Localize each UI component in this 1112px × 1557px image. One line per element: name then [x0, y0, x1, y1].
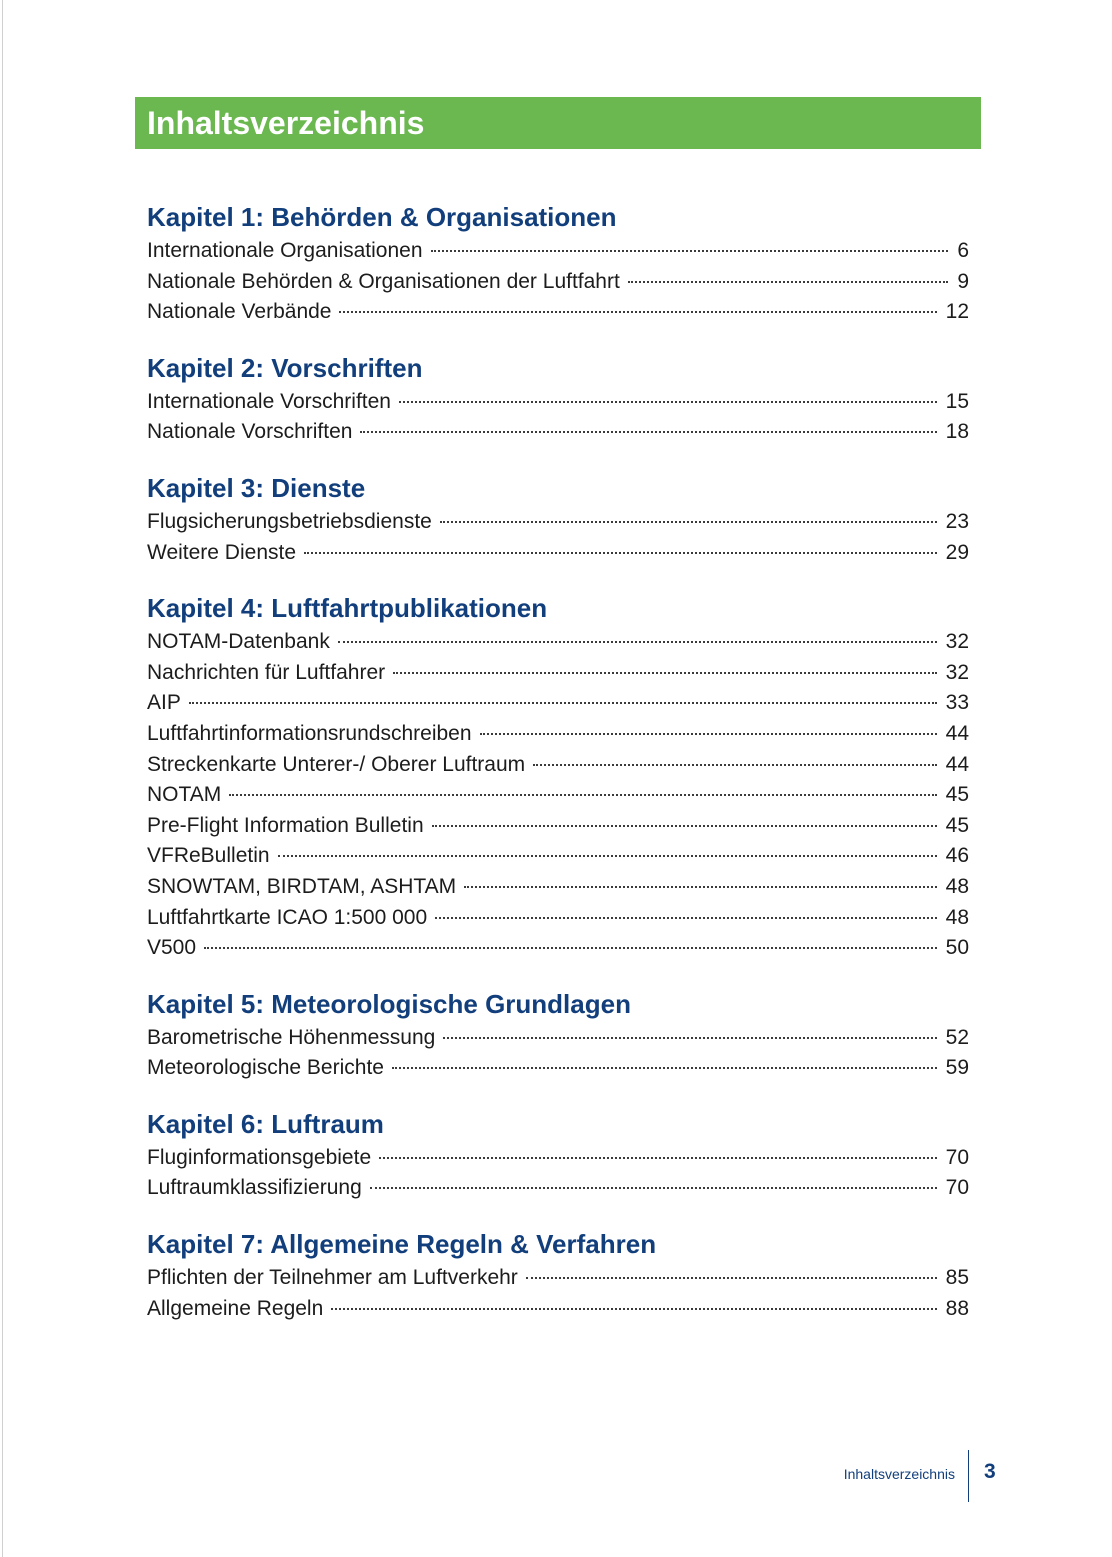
toc-entry[interactable]	[147, 417, 969, 448]
toc-entry-label: Allgemeine Regeln	[147, 1296, 324, 1320]
toc-entry-page: 45	[945, 813, 969, 837]
dot-leader	[339, 311, 936, 313]
chapter-title[interactable]: Kapitel 4: Luftfahrtpublikationen	[147, 593, 548, 624]
dot-leader	[628, 281, 949, 283]
chapter-title[interactable]: Kapitel 3: Dienste	[147, 472, 366, 503]
toc-entry-page: 70	[945, 1145, 969, 1169]
toc-entry-page: 23	[945, 509, 969, 533]
dot-leader	[435, 917, 936, 919]
toc-entry-label: Nationale Behörden & Organisationen der Luftfahrt	[147, 269, 620, 293]
toc-entry[interactable]	[147, 1143, 969, 1174]
toc-entry-label: Luftfahrtkarte ICAO 1:500 000	[147, 905, 428, 929]
toc-entry[interactable]	[147, 750, 969, 781]
chapter-title[interactable]: Kapitel 2: Vorschriften	[147, 352, 423, 383]
footer-divider	[968, 1450, 969, 1502]
toc-entry-label: NOTAM-Datenbank	[147, 630, 330, 654]
toc-entry-label: Nationale Vorschriften	[147, 420, 353, 444]
chapter-title[interactable]: Kapitel 6: Luftraum	[147, 1108, 384, 1139]
toc-entry-page: 29	[945, 540, 969, 564]
chapter-section	[147, 1225, 969, 1324]
chapter-section	[147, 349, 969, 448]
chapter-title[interactable]: Kapitel 5: Meteorologische Grundlagen	[147, 988, 631, 1019]
dot-leader	[331, 1308, 936, 1310]
toc-entry-label: Luftfahrtinformationsrundschreiben	[147, 721, 472, 745]
page-title: Inhaltsverzeichnis	[147, 104, 425, 141]
toc-entry-label: AIP	[147, 691, 181, 715]
toc-entry-page: 48	[945, 905, 969, 929]
toc-entry-page: 70	[945, 1176, 969, 1200]
toc-entry-label: Internationale Vorschriften	[147, 389, 391, 413]
toc-entry-page: 32	[945, 660, 969, 684]
dot-leader	[431, 250, 949, 252]
toc-entry-label: Fluginformationsgebiete	[147, 1145, 372, 1169]
dot-leader	[304, 552, 937, 554]
table-of-contents	[147, 198, 969, 1345]
toc-entry-label: Nationale Verbände	[147, 300, 332, 324]
toc-entry[interactable]	[147, 1023, 969, 1054]
toc-entry[interactable]	[147, 688, 969, 719]
dot-leader	[360, 431, 936, 433]
toc-entry-label: Streckenkarte Unterer-/ Oberer Luftraum	[147, 752, 526, 776]
dot-leader	[432, 825, 937, 827]
toc-entry-label: Pflichten der Teilnehmer am Luftverkehr	[147, 1266, 518, 1290]
toc-entry-label: Internationale Organisationen	[147, 239, 423, 262]
dot-leader	[440, 521, 937, 523]
dot-leader	[464, 886, 936, 888]
chapter-section	[147, 589, 969, 964]
toc-entry[interactable]	[147, 811, 969, 842]
page-title-bar	[135, 97, 981, 149]
page-edge-line	[2, 0, 3, 1557]
toc-entry-label: Pre-Flight Information Bulletin	[147, 813, 424, 837]
page-number: 3	[984, 1460, 996, 1483]
dot-leader	[392, 1067, 937, 1069]
chapter-title[interactable]: Kapitel 7: Allgemeine Regeln & Verfahren	[147, 1229, 657, 1260]
toc-entry-page: 46	[945, 844, 969, 868]
toc-entry[interactable]	[147, 1263, 969, 1294]
toc-entry-page: 88	[945, 1296, 969, 1320]
toc-entry[interactable]	[147, 903, 969, 934]
toc-entry-page: 59	[945, 1056, 969, 1080]
toc-entry[interactable]	[147, 933, 969, 964]
toc-entry[interactable]	[147, 1173, 969, 1204]
toc-entry-page: 32	[945, 630, 969, 654]
toc-entry[interactable]	[147, 1053, 969, 1084]
toc-entry[interactable]	[147, 538, 969, 569]
toc-entry-page: 6	[957, 239, 969, 262]
dot-leader	[443, 1037, 936, 1039]
toc-entry-label: Meteorologische Berichte	[147, 1056, 384, 1080]
chapter-section	[147, 198, 969, 328]
toc-entry[interactable]	[147, 267, 969, 298]
toc-entry-page: 12	[945, 300, 969, 324]
dot-leader	[399, 401, 937, 403]
toc-entry[interactable]	[147, 719, 969, 750]
chapter-section	[147, 985, 969, 1084]
toc-entry-label: Flugsicherungsbetriebsdienste	[147, 509, 432, 533]
toc-entry[interactable]	[147, 627, 969, 658]
chapter-title[interactable]: Kapitel 1: Behörden & Organisationen	[147, 202, 617, 232]
toc-entry[interactable]	[147, 236, 969, 267]
dot-leader	[480, 733, 937, 735]
toc-entry-page: 48	[945, 874, 969, 898]
dot-leader	[204, 947, 937, 949]
toc-entry-page: 45	[945, 783, 969, 807]
dot-leader	[189, 702, 937, 704]
toc-entry-label: SNOWTAM, BIRDTAM, ASHTAM	[147, 874, 457, 898]
toc-entry[interactable]	[147, 507, 969, 538]
toc-entry-page: 44	[945, 752, 969, 776]
dot-leader	[229, 794, 936, 796]
toc-entry-label: Barometrische Höhenmessung	[147, 1025, 436, 1049]
toc-entry[interactable]	[147, 872, 969, 903]
footer-section-label: Inhaltsverzeichnis	[843, 1466, 955, 1482]
toc-entry-label: VFReBulletin	[147, 844, 270, 868]
toc-entry-page: 50	[945, 936, 969, 960]
toc-entry-page: 52	[945, 1025, 969, 1049]
toc-entry[interactable]	[147, 841, 969, 872]
toc-entry-label: NOTAM	[147, 783, 222, 807]
dot-leader	[393, 672, 937, 674]
dot-leader	[379, 1157, 937, 1159]
dot-leader	[533, 764, 936, 766]
dot-leader	[338, 641, 937, 643]
toc-entry-page: 9	[957, 269, 969, 293]
toc-entry-page: 33	[945, 691, 969, 715]
toc-entry-label: V500	[147, 936, 197, 960]
toc-entry[interactable]	[147, 387, 969, 418]
chapter-section	[147, 1105, 969, 1204]
toc-entry[interactable]	[147, 780, 969, 811]
toc-entry-page: 44	[945, 721, 969, 745]
toc-entry-label: Luftraumklassifizierung	[147, 1176, 362, 1200]
toc-entry[interactable]	[147, 297, 969, 328]
toc-entry-page: 18	[945, 420, 969, 444]
toc-entry-label: Nachrichten für Luftfahrer	[147, 660, 386, 684]
dot-leader	[370, 1187, 937, 1189]
toc-entry-page: 15	[945, 389, 969, 413]
toc-entry-label: Weitere Dienste	[147, 540, 297, 564]
dot-leader	[278, 855, 937, 857]
toc-entry-page: 85	[945, 1266, 969, 1290]
toc-entry[interactable]	[147, 658, 969, 689]
chapter-section	[147, 469, 969, 568]
dot-leader	[526, 1277, 937, 1279]
toc-entry[interactable]	[147, 1294, 969, 1325]
